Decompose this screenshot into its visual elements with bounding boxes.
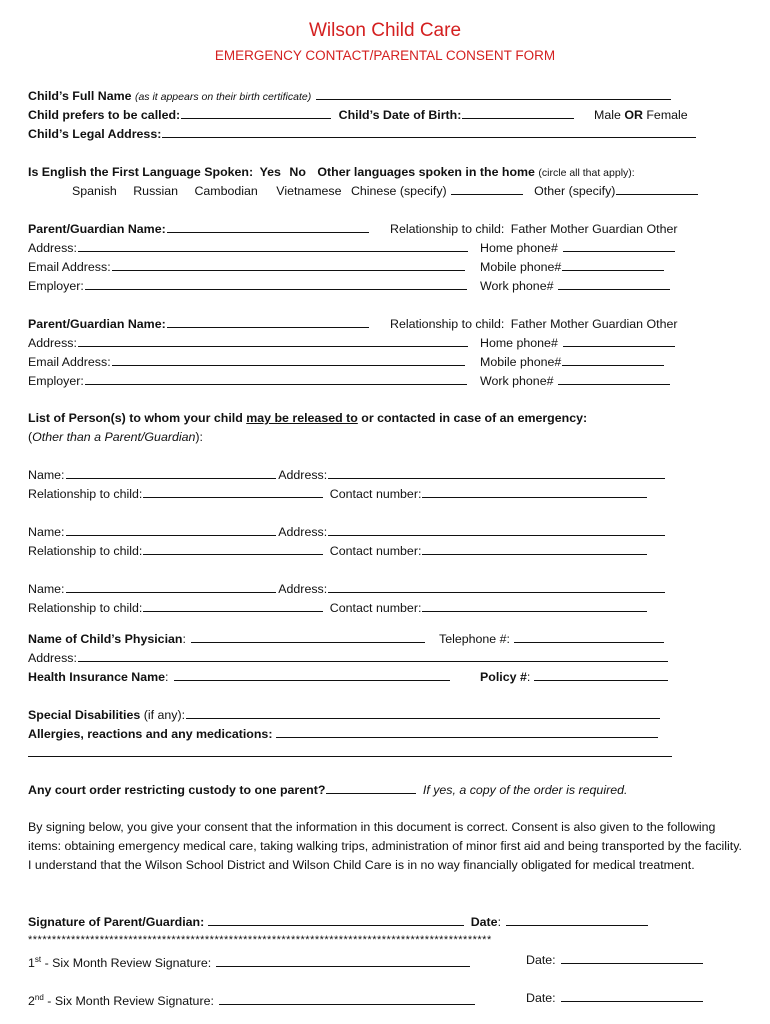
other-languages-label: Other languages spoken in the home	[317, 165, 535, 179]
contact-1-address-field[interactable]	[328, 467, 665, 479]
contact-3-number-field[interactable]	[422, 600, 647, 612]
contact-number-label: Contact number:	[329, 601, 422, 615]
release-subheading-open: (	[28, 430, 33, 444]
guardian-1-relationship-row	[390, 221, 678, 237]
insurance-field[interactable]	[174, 669, 450, 681]
work-phone-label: Work phone#	[480, 374, 554, 388]
relationship-label: Relationship to child:	[390, 317, 505, 331]
relationship-guardian[interactable]: Guardian	[592, 222, 644, 236]
guardian-1-address-field[interactable]	[78, 240, 468, 252]
guardian-2-email-field[interactable]	[112, 354, 465, 366]
court-order-field[interactable]	[326, 782, 416, 794]
form-subtitle: EMERGENCY CONTACT/PARENTAL CONSENT FORM	[214, 48, 556, 63]
guardian-2-employer-row	[28, 373, 467, 389]
relationship-mother[interactable]: Mother	[550, 222, 589, 236]
guardian-1-name-field[interactable]	[167, 221, 369, 233]
contact-1-name-field[interactable]	[66, 467, 276, 479]
guardian-2-mobile-phone-row	[480, 354, 664, 370]
contact-3-relationship-row	[28, 600, 647, 616]
guardian-2-work-phone-row	[480, 373, 670, 389]
separator-stars: *************************************************************************************************	[28, 934, 492, 946]
disabilities-note: (if any):	[143, 708, 186, 722]
review-1-date-field[interactable]	[561, 952, 703, 964]
contact-address-label: Address:	[278, 468, 328, 482]
english-no-option[interactable]: No	[289, 165, 306, 179]
contact-name-label: Name:	[28, 468, 65, 482]
child-full-name-field[interactable]	[316, 88, 671, 100]
allergies-label: Allergies, reactions and any medications:	[28, 727, 273, 741]
parent-date-colon: :	[497, 915, 502, 929]
form-title: Wilson Child Care	[308, 20, 462, 41]
release-heading	[28, 410, 587, 426]
allergies-row-2	[28, 745, 672, 761]
review-2-num: 2	[28, 994, 35, 1009]
contact-name-label: Name:	[28, 525, 65, 539]
telephone-label: Telephone #:	[439, 632, 510, 646]
parent-signature-field[interactable]	[208, 914, 464, 926]
guardian-2-employer-field[interactable]	[85, 373, 467, 385]
child-address-row	[28, 126, 696, 142]
guardian-1-employer-row	[28, 278, 467, 294]
language-chinese[interactable]: Chinese (specify)	[350, 184, 447, 198]
contact-1-relationship-field[interactable]	[143, 486, 323, 498]
guardian-2-relationship-row	[390, 316, 678, 332]
disabilities-label: Special Disabilities	[28, 708, 141, 722]
guardian-1-email-row	[28, 259, 465, 275]
guardian-2-home-phone-field[interactable]	[563, 335, 675, 347]
relationship-mother[interactable]: Mother	[550, 317, 589, 331]
policy-label: Policy #	[480, 670, 527, 684]
review-1-label: - Six Month Review Signature:	[41, 956, 212, 971]
release-subheading-italic: Other than a Parent/Guardian	[32, 430, 196, 444]
child-dob-field[interactable]	[462, 107, 574, 119]
release-subheading-close: ):	[195, 430, 203, 444]
guardian-1-work-phone-field[interactable]	[558, 278, 670, 290]
child-address-field[interactable]	[162, 126, 696, 138]
guardian-1-home-phone-field[interactable]	[563, 240, 675, 252]
chinese-specify-field[interactable]	[451, 183, 523, 195]
relationship-father[interactable]: Father	[510, 317, 547, 331]
insurance-colon: :	[165, 670, 169, 684]
language-russian[interactable]: Russian	[133, 184, 178, 198]
child-address-label: Child’s Legal Address:	[28, 127, 162, 141]
contact-address-label: Address:	[278, 582, 328, 596]
disabilities-field[interactable]	[186, 707, 660, 719]
review-1-date-label: Date:	[526, 953, 556, 967]
child-prefers-label: Child prefers to be called:	[28, 108, 181, 122]
guardian-1-employer-field[interactable]	[85, 278, 467, 290]
physician-row	[28, 631, 425, 647]
court-order-question: Any court order restricting custody to one parent?	[28, 783, 326, 797]
language-row	[28, 164, 635, 181]
relationship-label: Relationship to child:	[390, 222, 505, 236]
review-2-date-row	[526, 990, 703, 1006]
allergies-row	[28, 726, 658, 742]
parent-signature-label: Signature of Parent/Guardian:	[28, 915, 205, 929]
guardian-1-mobile-phone-field[interactable]	[562, 259, 664, 271]
relationship-other[interactable]: Other	[646, 317, 678, 331]
child-sex-row	[594, 107, 688, 123]
policy-row	[480, 669, 668, 685]
insurance-label: Health Insurance Name	[28, 670, 166, 684]
mobile-phone-label: Mobile phone#	[480, 355, 562, 369]
review-1-row	[28, 952, 470, 971]
physician-telephone-row	[439, 631, 664, 647]
guardian-1-home-phone-row	[480, 240, 675, 256]
review-2-date-label: Date:	[526, 991, 556, 1005]
child-full-name-label: Child’s Full Name	[28, 89, 132, 103]
english-question: Is English the First Language Spoken:	[28, 165, 254, 179]
email-label: Email Address:	[28, 355, 111, 369]
employer-label: Employer:	[28, 279, 84, 293]
guardian-2-name-row	[28, 316, 369, 332]
child-full-name-note: (as it appears on their birth certificate)	[134, 91, 312, 103]
language-spanish[interactable]: Spanish	[72, 184, 117, 198]
contact-3-relationship-field[interactable]	[143, 600, 323, 612]
review-2-date-field[interactable]	[561, 990, 703, 1002]
policy-field[interactable]	[534, 669, 668, 681]
guardian-1-name-row	[28, 221, 369, 237]
court-order-note: If yes, a copy of the order is required.	[422, 783, 628, 797]
contact-2-address-field[interactable]	[328, 524, 665, 536]
relationship-other[interactable]: Other	[646, 222, 678, 236]
physician-address-label: Address:	[28, 651, 77, 665]
contact-1-number-field[interactable]	[422, 486, 647, 498]
contact-relationship-label: Relationship to child:	[28, 487, 143, 501]
contact-2-relationship-row	[28, 543, 647, 559]
language-vietnamese[interactable]: Vietnamese	[276, 184, 342, 198]
mobile-phone-label: Mobile phone#	[480, 260, 562, 274]
guardian-1-email-field[interactable]	[112, 259, 465, 271]
english-yes-option[interactable]: Yes	[259, 165, 281, 179]
contact-address-label: Address:	[278, 525, 328, 539]
physician-telephone-field[interactable]	[514, 631, 664, 643]
guardian-name-label: Parent/Guardian Name:	[28, 222, 166, 236]
contact-1-relationship-row	[28, 486, 647, 502]
release-heading-underlined: may be released to	[246, 411, 358, 425]
email-label: Email Address:	[28, 260, 111, 274]
allergies-field-line-2[interactable]	[28, 745, 672, 757]
employer-label: Employer:	[28, 374, 84, 388]
child-prefers-row	[28, 107, 574, 123]
insurance-row	[28, 669, 450, 685]
language-other[interactable]: Other (specify)	[534, 184, 616, 198]
other-specify-field[interactable]	[616, 183, 698, 195]
guardian-2-work-phone-field[interactable]	[558, 373, 670, 385]
guardian-1-address-row	[28, 240, 468, 256]
relationship-guardian[interactable]: Guardian	[592, 317, 644, 331]
contact-1-name-row	[28, 467, 665, 483]
consent-paragraph: By signing below, you give your consent that the information in this document is correct. Consent is also given to the following items: obtaining emergency medical care, taking walking trips, administration of minor first aid and being transported by the facility. I understand that the Wilson School District and Wilson Child Care is in no way financially obligated for medical treatment.	[28, 820, 742, 872]
child-full-name-row	[28, 88, 671, 105]
physician-address-row	[28, 650, 668, 666]
release-heading-a: List of Person(s) to whom your child	[28, 411, 243, 425]
contact-3-name-field[interactable]	[66, 581, 276, 593]
home-phone-label: Home phone#	[480, 336, 558, 350]
review-1-sup: st	[34, 955, 42, 964]
contact-3-address-field[interactable]	[328, 581, 665, 593]
contact-number-label: Contact number:	[329, 487, 422, 501]
contact-relationship-label: Relationship to child:	[28, 544, 143, 558]
review-2-row	[28, 990, 475, 1009]
guardian-2-email-row	[28, 354, 465, 370]
release-heading-b: or contacted in case of an emergency:	[361, 411, 588, 425]
review-1-date-row	[526, 952, 703, 968]
physician-field[interactable]	[191, 631, 425, 643]
address-label: Address:	[28, 336, 77, 350]
guardian-2-name-field[interactable]	[167, 316, 369, 328]
guardian-2-address-row	[28, 335, 468, 351]
contact-name-label: Name:	[28, 582, 65, 596]
home-phone-label: Home phone#	[480, 241, 558, 255]
review-1-num: 1	[28, 956, 35, 971]
parent-date-label: Date	[470, 915, 498, 929]
work-phone-label: Work phone#	[480, 279, 554, 293]
court-order-row	[28, 782, 627, 798]
review-1-signature-field[interactable]	[216, 955, 470, 967]
review-2-sup: nd	[34, 993, 44, 1002]
contact-2-name-row	[28, 524, 665, 540]
sex-or: OR	[624, 108, 643, 122]
address-label: Address:	[28, 241, 77, 255]
other-languages-note: (circle all that apply):	[538, 167, 635, 179]
contact-2-relationship-field[interactable]	[143, 543, 323, 555]
contact-2-number-field[interactable]	[422, 543, 647, 555]
relationship-father[interactable]: Father	[510, 222, 547, 236]
disabilities-row	[28, 707, 660, 723]
contact-relationship-label: Relationship to child:	[28, 601, 143, 615]
parent-signature-row	[28, 914, 648, 930]
guardian-1-mobile-phone-row	[480, 259, 664, 275]
guardian-2-mobile-phone-field[interactable]	[562, 354, 664, 366]
language-options	[72, 183, 698, 199]
review-2-signature-field[interactable]	[219, 993, 475, 1005]
release-subheading	[28, 429, 203, 445]
contact-2-name-field[interactable]	[66, 524, 276, 536]
physician-colon: :	[182, 632, 186, 646]
child-dob-label: Child’s Date of Birth:	[338, 108, 462, 122]
allergies-field[interactable]	[276, 726, 658, 738]
physician-address-field[interactable]	[78, 650, 668, 662]
contact-3-name-row	[28, 581, 665, 597]
guardian-name-label: Parent/Guardian Name:	[28, 317, 166, 331]
guardian-2-home-phone-row	[480, 335, 675, 351]
language-cambodian[interactable]: Cambodian	[194, 184, 258, 198]
review-2-label: - Six Month Review Signature:	[43, 994, 214, 1009]
sex-female-option[interactable]: Female	[646, 108, 688, 122]
guardian-2-address-field[interactable]	[78, 335, 468, 347]
child-prefers-field[interactable]	[181, 107, 331, 119]
physician-label: Name of Child’s Physician	[28, 632, 183, 646]
contact-number-label: Contact number:	[329, 544, 422, 558]
guardian-1-work-phone-row	[480, 278, 670, 294]
policy-colon: :	[526, 670, 531, 684]
sex-male-option[interactable]: Male	[594, 108, 621, 122]
parent-date-field[interactable]	[506, 914, 648, 926]
